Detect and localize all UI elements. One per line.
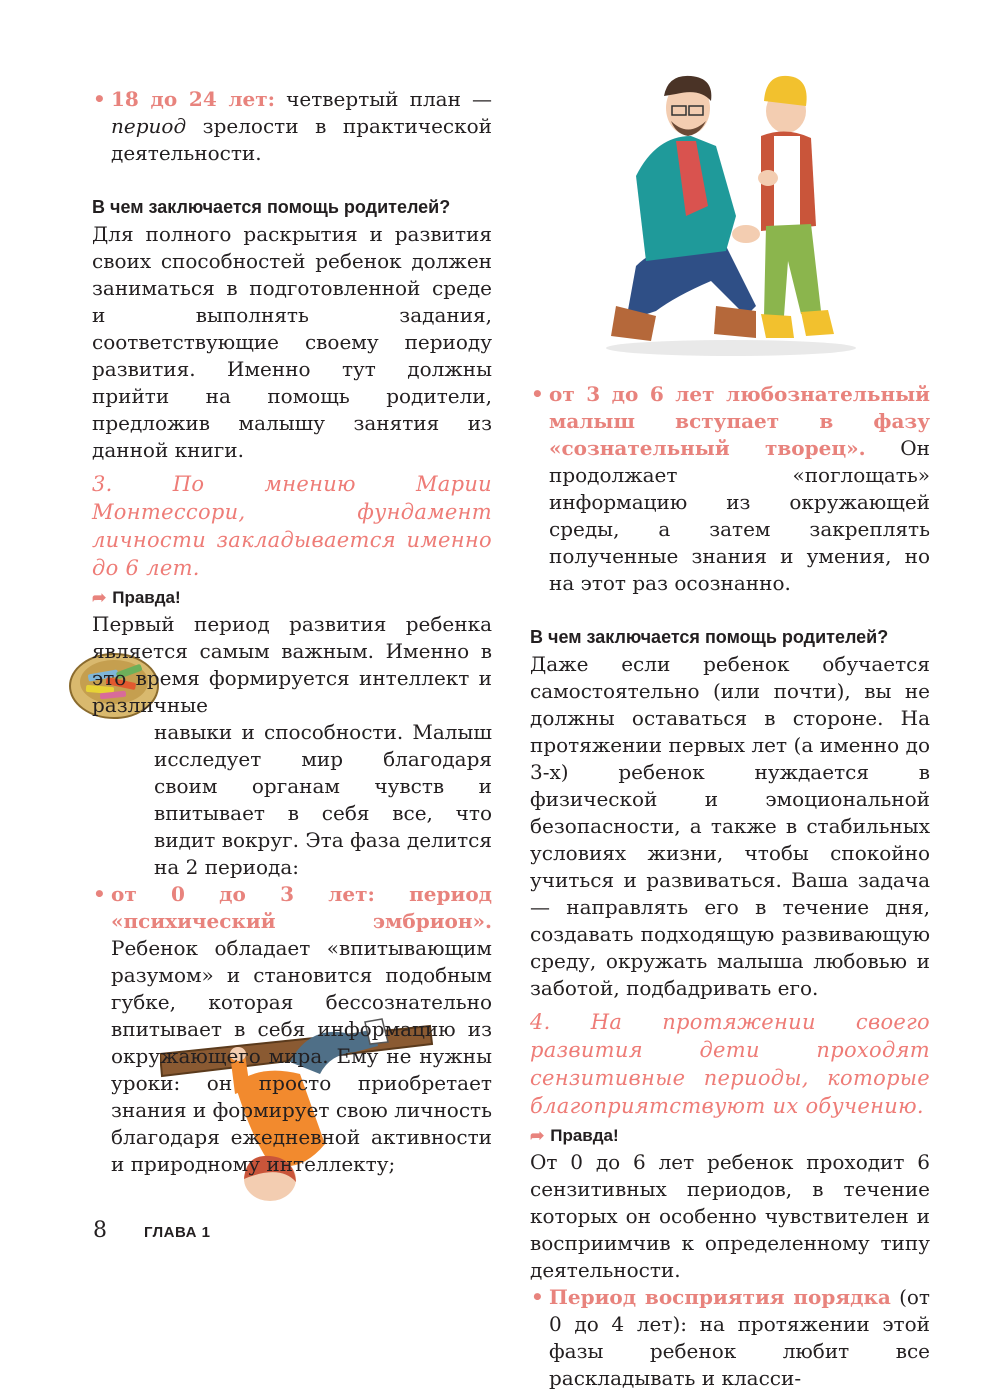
section-heading: В чем заключается помощь родителей? <box>530 627 889 647</box>
paragraph: навыки и способности. Малыш исследует мир благодаря своим органам чувств и впитывает в себя все, что видит вокруг. Эта фаза делится на 2 периода: <box>154 720 492 879</box>
section-heading: В чем заключается помощь родителей? <box>92 197 451 217</box>
answer-true-label: ➦ Правда! <box>530 1126 619 1145</box>
paragraph: Для полного раскрытия и развития своих способностей ребенок должен заниматься в подготовленной среде и выполнять задания, соответствующие своему периоду развития. Именно тут должны прийти на помощь родители, предложив малышу занятия из данной книги. <box>92 222 492 462</box>
bullet-18-24: • 18 до 24 лет: четвертый план — период зрелости в практической деятельности. <box>93 87 492 165</box>
arrow-icon: ➦ <box>92 588 107 607</box>
chapter-label: ГЛАВА 1 <box>144 1224 211 1241</box>
page-footer <box>93 1218 210 1243</box>
bullet-3-6: • от 3 до 6 лет любознательный малыш вступает в фазу «сознательный творец». Он продолжает «поглощать» информацию из окружающей среды, а затем закреплять полученные знания и умения, но на этот раз осознанно. <box>531 382 931 595</box>
father-child-illustration <box>596 66 866 366</box>
page-number: 8 <box>93 1218 107 1243</box>
right-column <box>530 381 930 1392</box>
left-column <box>92 86 492 1178</box>
bullet-order-period: • Период восприятия порядка (от 0 до 4 лет): на протяжении этой фазы ребенок любит все раскладывать и класси- <box>531 1285 930 1390</box>
answer-true-label: ➦ Правда! <box>92 588 181 607</box>
paragraph: Даже если ребенок обучается самостоятельно (или почти), вы не должны оставаться в стороне. На протяжении первых лет (а именно до 3-х) ребенок нуждается в физической и эмоциональной безопасности, а также в стабильных условиях жизни, чтобы спокойно учиться и развиваться. Ваша задача — направлять его в течение дня, создавать подходящую развивающую среду, окружать малыша любовью и заботой, подбадривать его. <box>530 652 930 1000</box>
paragraph: От 0 до 6 лет ребенок проходит 6 сензитивных периодов, в течение которых он особенно чувствителен и восприимчив к определенному типу деятельности. <box>530 1150 930 1282</box>
paragraph: Первый период развития ребенка является самым важным. Именно в это время формируется интеллект и различные <box>92 612 492 717</box>
arrow-icon: ➦ <box>530 1126 545 1145</box>
bullet-0-3: • от 0 до 3 лет: период «психический эмбрион». Ребенок обладает «впитывающим разумом» и становится подобным губке, которая бессознательно впитывает в себя информацию из окружающего мира. Ему не нужны уроки: он просто приобретает знания и формирует свою личность благодаря ежедневной активности и природному интеллекту; <box>93 882 492 1176</box>
statement-3: 3. По мнению Марии Монтессори, фундамент личности закладывается именно до 6 лет. <box>92 472 492 580</box>
statement-4: 4. На протяжении своего развития дети проходят сензитивные периоды, которые благоприятствуют их обучению. <box>530 1010 930 1118</box>
